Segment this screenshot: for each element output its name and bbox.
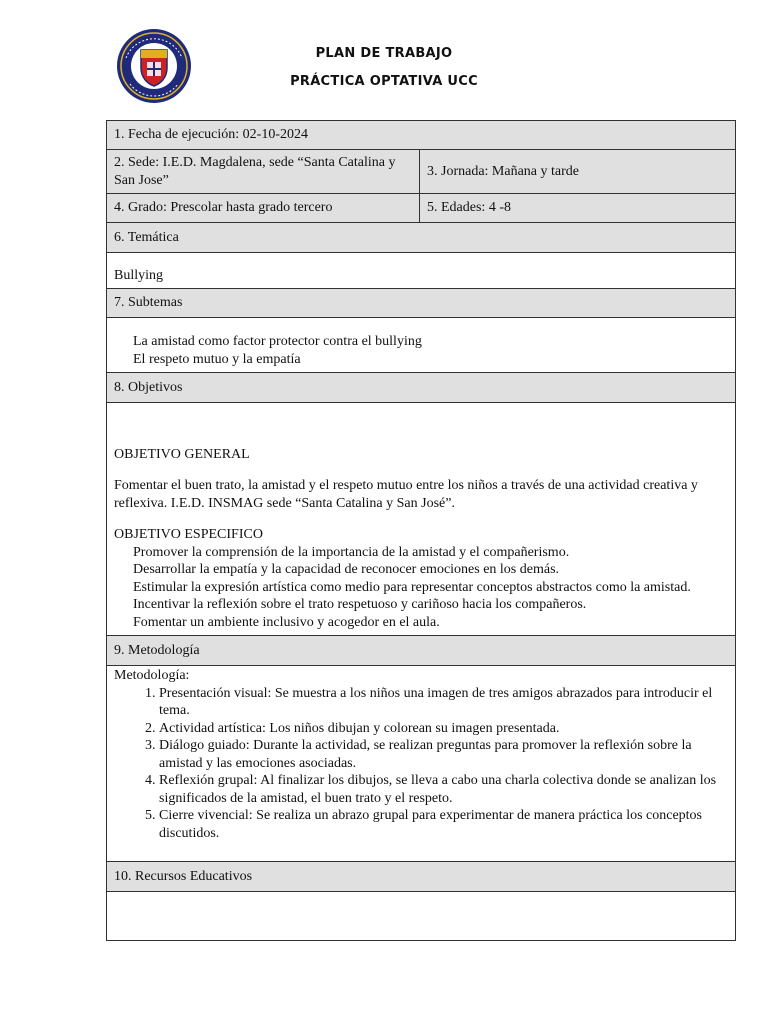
edades-cell: 5. Edades: 4 -8 [420, 194, 736, 223]
tematica-value: Bullying [114, 267, 164, 283]
grado-cell: 4. Grado: Prescolar hasta grado tercero [107, 194, 420, 223]
recursos-header: 10. Recursos Educativos [107, 862, 736, 892]
subtemas-header: 7. Subtemas [107, 289, 736, 318]
page-subtitle: PRÁCTICA OPTATIVA UCC [290, 74, 478, 89]
tematica-header: 6. Temática [107, 223, 736, 253]
recursos-content [107, 892, 736, 941]
work-plan-table [106, 120, 736, 941]
objetivo-especifico-item: Fomentar un ambiente inclusivo y acogedor en el aula. [133, 614, 440, 630]
metodologia-steps [114, 685, 728, 843]
fecha-cell: 1. Fecha de ejecución: 02-10-2024 [107, 121, 736, 150]
objetivo-especifico-item: Incentivar la reflexión sobre el trato respetuoso y cariñoso hacia los compañeros. [133, 597, 587, 612]
metodologia-step: 5. Cierre vivencial: Se realiza un abrazo grupal para experimentar de manera práctica los conceptos discutidos. [159, 807, 728, 842]
subtemas-content [107, 318, 736, 373]
metodologia-step: 1. Presentación visual: Se muestra a los niños una imagen de tres amigos abrazados para introducir el tema. [159, 685, 728, 720]
objetivo-especifico-title: OBJETIVO ESPECIFICO [114, 527, 263, 542]
objetivos-header: 8. Objetivos [107, 373, 736, 403]
metodologia-step: 4. Reflexión grupal: Al finalizar los dibujos, se lleva a cabo una charla colectiva donde se analizan los significados de la amistad, el buen trato y el respeto. [159, 772, 728, 807]
institution-logo [114, 28, 194, 104]
objetivo-general-title: OBJETIVO GENERAL [114, 446, 250, 462]
metodologia-intro: Metodología: [114, 668, 190, 683]
metodologia-step: 3. Diálogo guiado: Durante la actividad, se realizan preguntas para promover la reflexión sobre la amistad y las emociones asociadas. [159, 737, 728, 772]
page-title: PLAN DE TRABAJO [315, 46, 453, 61]
subtema-item: La amistad como factor protector contra el bullying [133, 334, 422, 349]
objetivo-especifico-item: Promover la comprensión de la importancia de la amistad y el compañerismo. [133, 544, 570, 560]
objetivo-especifico-item: Desarrollar la empatía y la capacidad de reconocer emociones en los demás. [133, 562, 560, 577]
objetivo-especifico-item: Estimular la expresión artística como medio para representar conceptos abstractos como la amistad. [133, 579, 691, 595]
subtema-item: El respeto mutuo y la empatía [133, 351, 301, 367]
metodologia-header: 9. Metodología [107, 636, 736, 666]
tematica-content [107, 253, 736, 289]
jornada-cell: 3. Jornada: Mañana y tarde [420, 150, 736, 194]
objetivos-content [107, 403, 736, 636]
metodologia-content [107, 666, 736, 862]
sede-cell: 2. Sede: I.E.D. Magdalena, sede “Santa Catalina y San Jose” [107, 150, 420, 194]
metodologia-step: 2. Actividad artística: Los niños dibujan y colorean su imagen presentada. [159, 720, 728, 738]
objetivo-general-text: Fomentar el buen trato, la amistad y el respeto mutuo entre los niños a través de una actividad creativa y reflexiva. I.E.D. INSMAG sede “Santa Catalina y San José”. [114, 478, 698, 511]
